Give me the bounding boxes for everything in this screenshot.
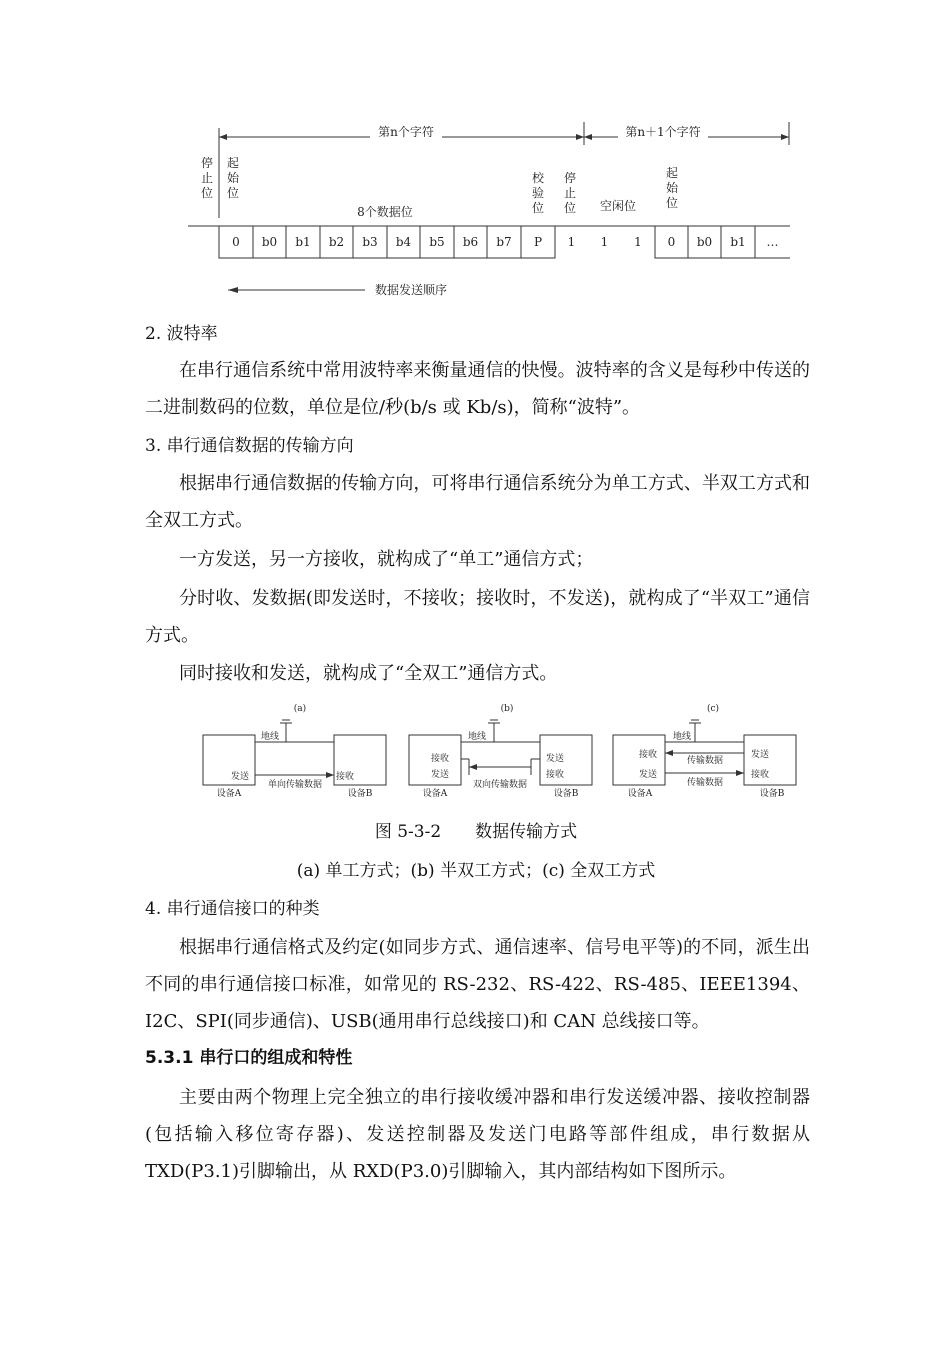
frame-cell-label: b7 bbox=[496, 235, 512, 249]
section-4-title: 4. 串行通信接口的种类 bbox=[145, 899, 320, 919]
frame-cell-label: 1 bbox=[567, 235, 576, 249]
section-3-title: 3. 串行通信数据的传输方向 bbox=[145, 436, 354, 456]
section-3-paragraph-3: 分时收、发数据(即发送时，不接收；接收时，不发送)，就构成了“半双工”通信方式。 bbox=[145, 588, 810, 646]
section-2-paragraph: 在串行通信系统中常用波特率来衡量通信的快慢。波特率的含义是每秒中传送的二进制数码的位数，单位是位/秒(b/s 或 Kb/s)，简称“波特”。 bbox=[145, 360, 810, 418]
frame-cell-label: b3 bbox=[362, 235, 378, 249]
frame-cell-label: 0 bbox=[667, 235, 676, 249]
panel-a-dev-a: 设备A bbox=[216, 789, 242, 799]
figure-subcaption: (a) 单工方式；(b) 半双工方式；(c) 全双工方式 bbox=[296, 861, 656, 881]
panel-c-label: (c) bbox=[706, 704, 720, 714]
panel-b-ground: 地线 bbox=[467, 732, 487, 742]
frame-cell-label: b0 bbox=[696, 235, 713, 249]
panel-b-rt: 发送 bbox=[545, 754, 565, 764]
panel-a-ground: 地线 bbox=[260, 732, 280, 742]
panel-half-duplex bbox=[409, 703, 592, 799]
panel-b-lt: 接收 bbox=[430, 754, 450, 764]
panel-b-lb: 发送 bbox=[430, 770, 450, 780]
frame-cell-label: b6 bbox=[462, 235, 479, 249]
frame-cell-label: b1 bbox=[295, 235, 311, 249]
panel-c-bot-line: 传输数据 bbox=[686, 778, 724, 788]
panel-b-line: 双向传输数据 bbox=[472, 780, 528, 790]
panel-a-recv: 接收 bbox=[335, 772, 355, 782]
panel-b-label: (b) bbox=[500, 704, 514, 714]
frame-cell-label: 1 bbox=[600, 235, 609, 249]
panel-a-dev-b: 设备B bbox=[347, 789, 373, 799]
frame-cell-label: P bbox=[533, 235, 543, 249]
panel-c-rt: 发送 bbox=[750, 750, 770, 760]
panel-c-ground: 地线 bbox=[672, 732, 692, 742]
panel-c-rb: 接收 bbox=[750, 770, 770, 780]
section-3-paragraph-2: 一方发送，另一方接收，就构成了“单工”通信方式； bbox=[179, 549, 594, 570]
panel-c-lt: 接收 bbox=[638, 750, 658, 760]
panel-a-label: (a) bbox=[293, 704, 307, 714]
parity-bit-label: 校验位 bbox=[531, 171, 545, 215]
panel-c-lb: 发送 bbox=[638, 770, 658, 780]
panel-a-line: 单向传输数据 bbox=[267, 780, 323, 790]
section-3-paragraph-1: 根据串行通信数据的传输方向，可将串行通信系统分为单工方式、半双工方式和全双工方式。 bbox=[145, 473, 810, 531]
start-bit-label-next: 起始位 bbox=[665, 166, 679, 210]
section-3-paragraph-4: 同时接收和发送，就构成了“全双工”通信方式。 bbox=[179, 663, 558, 684]
frame-cell-label: b1 bbox=[730, 235, 746, 249]
section-531-title: 5.3.1 串行口的组成和特性 bbox=[145, 1048, 353, 1068]
idle-bit-label: 空闲位 bbox=[599, 199, 637, 213]
frame-cell-label: b2 bbox=[328, 235, 345, 249]
section-4-paragraph: 根据串行通信格式及约定(如同步方式、通信速率、信号电平等)的不同，派生出不同的串行通信接口标准，如常见的 RS-232、RS-422、RS-485、IEEE1394、I2C、SPI(同步通信)、USB(通用串行总线接口)和 CAN 总线接口等。 bbox=[145, 937, 810, 1032]
frame-cell-label: b5 bbox=[429, 235, 445, 249]
frame-cell-label: b0 bbox=[261, 235, 278, 249]
data-bits-label: 8个数据位 bbox=[357, 205, 413, 219]
section-2-title: 2. 波特率 bbox=[145, 324, 218, 344]
start-bit-label: 起始位 bbox=[226, 156, 240, 200]
figure-caption: 图 5-3-2 数据传输方式 bbox=[374, 822, 578, 842]
serial-frame-diagram bbox=[0, 0, 952, 310]
panel-c-dev-a: 设备A bbox=[627, 789, 653, 799]
stop-bit-label-left: 停止位 bbox=[200, 156, 214, 200]
frame-cell-label: 0 bbox=[232, 235, 240, 249]
panel-a-send: 发送 bbox=[230, 772, 250, 782]
frame-cell-label: … bbox=[766, 235, 779, 249]
frame-cell-label: 1 bbox=[634, 235, 642, 249]
char-n-label: 第n个字符 bbox=[378, 125, 434, 139]
panel-b-dev-a: 设备A bbox=[422, 789, 448, 799]
panel-full-duplex bbox=[613, 703, 796, 799]
section-531-paragraph: 主要由两个物理上完全独立的串行接收缓冲器和串行发送缓冲器、接收控制器(包括输入移位寄存器)、发送控制器及发送门电路等部件组成，串行数据从 TXD(P3.1)引脚输出，从 RXD(P3.0)引脚输入，其内部结构如下图所示。 bbox=[145, 1087, 810, 1182]
transmission-modes-figure bbox=[0, 695, 952, 815]
panel-simplex bbox=[203, 703, 386, 799]
panel-c-dev-b: 设备B bbox=[759, 789, 785, 799]
send-order-label: 数据发送顺序 bbox=[375, 283, 448, 297]
frame-cell-label: b4 bbox=[395, 235, 412, 249]
panel-b-dev-b: 设备B bbox=[553, 789, 579, 799]
stop-bit-label: 停止位 bbox=[563, 171, 577, 215]
panel-c-top-line: 传输数据 bbox=[686, 756, 724, 766]
char-n1-label: 第n＋1个字符 bbox=[625, 125, 701, 139]
panel-b-rb: 接收 bbox=[545, 770, 565, 780]
